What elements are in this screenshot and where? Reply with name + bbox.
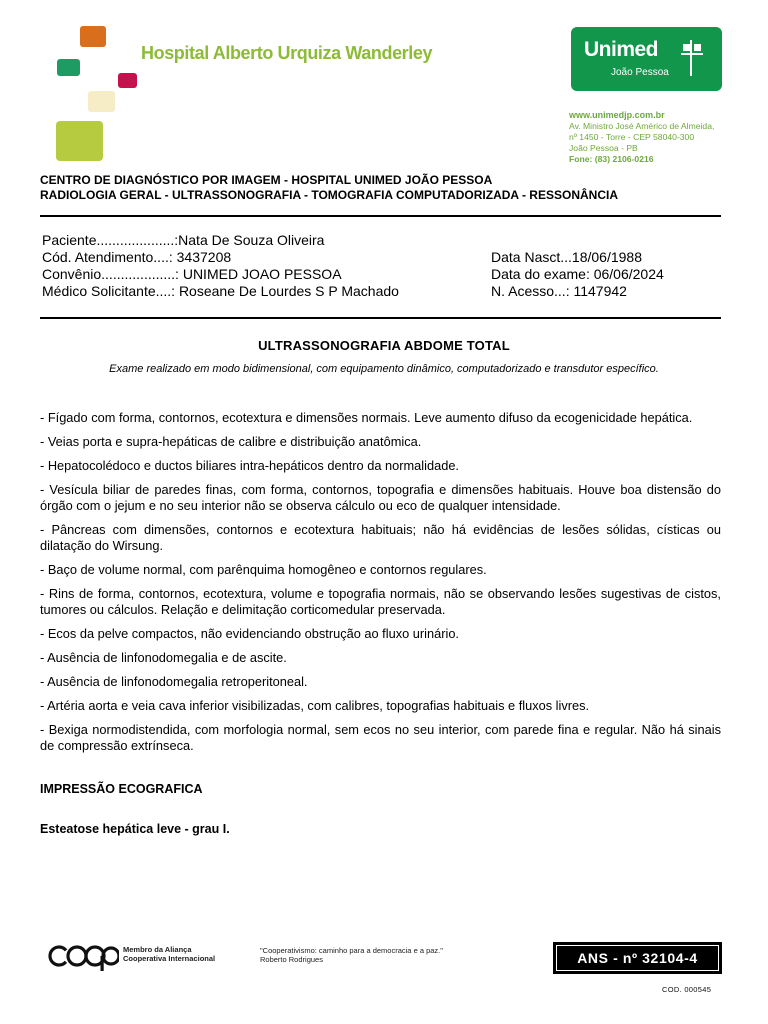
coop-line1: Membro da Aliança (123, 945, 192, 954)
cooperativism-quote (260, 946, 443, 964)
exam-subtitle: Exame realizado em modo bidimensional, com equipamento dinâmico, computadorizado e transdutor específico. (109, 363, 659, 375)
unimed-tree-icon (679, 38, 707, 78)
coop-line2: Cooperativa Internacional (123, 954, 216, 963)
center-title-line1: CENTRO DE DIAGNÓSTICO POR IMAGEM - HOSPITAL UNIMED JOÃO PESSOA (40, 173, 493, 187)
finding-item: - Fígado com forma, contornos, ecotextura e dimensões normais. Leve aumento difuso da ecogenicidade hepática. (40, 410, 693, 425)
document-code: COD. 000545 (662, 985, 712, 994)
finding-item: - Ecos da pelve compactos, não evidenciando obstrução ao fluxo urinário. (40, 626, 459, 641)
logo-square-green (57, 59, 80, 76)
patient-code: Cód. Atendimento....: 3437208 (42, 249, 232, 265)
quote-text: "Cooperativismo: caminho para a democracia e a paz." (260, 946, 443, 955)
patient-doctor: Médico Solicitante....: Roseane De Lourdes S P Machado (42, 283, 399, 299)
finding-item: - Artéria aorta e veia cava inferior visibilizadas, com calibres, topografias habituais e fluxos livres. (40, 698, 590, 713)
impression-title: IMPRESSÃO ECOGRAFICA (40, 782, 203, 796)
unimed-brand: Unimed (584, 38, 659, 61)
finding-item: - Veias porta e supra-hepáticas de calibre e distribuição anatômica. (40, 434, 422, 449)
logo-square-pink (118, 73, 137, 88)
exam-title: ULTRASSONOGRAFIA ABDOME TOTAL (258, 338, 510, 353)
divider-bottom (40, 317, 721, 319)
access-number: N. Acesso...: 1147942 (491, 283, 627, 299)
unimed-address-line1: Av. Ministro José Américo de Almeida, (569, 121, 715, 131)
unimed-logo (571, 27, 722, 91)
finding-item: - Ausência de linfonodomegalia retroperitoneal. (40, 674, 308, 689)
ans-badge (553, 942, 722, 974)
hospital-name: Hospital Alberto Urquiza Wanderley (141, 43, 433, 63)
finding-item: - Pâncreas com dimensões, contornos e ecotextura habituais; não há evidências de lesões sólidas, císticas ou dilatação do Wirsung. (40, 522, 721, 553)
coop-membership (123, 945, 215, 963)
unimed-website: www.unimedjp.com.br (569, 110, 665, 120)
unimed-city: João Pessoa (611, 67, 669, 78)
finding-item: - Baço de volume normal, com parênquima homogêneo e contornos regulares. (40, 562, 487, 577)
patient-insurance: Convênio...................: UNIMED JOAO PESSOA (42, 266, 342, 282)
unimed-contact (569, 110, 714, 165)
center-title (40, 173, 618, 203)
finding-item: - Ausência de linfonodomegalia e de ascite. (40, 650, 287, 665)
ans-number: ANS - nº 32104-4 (557, 946, 718, 970)
unimed-address-line2: nº 1450 - Torre - CEP 58040-300 (569, 132, 695, 142)
logo-square-cream (88, 91, 115, 112)
logo-square-lime (56, 121, 103, 161)
patient-birthdate: Data Nasct...18/06/1988 (491, 249, 642, 265)
logo-square-orange (80, 26, 106, 47)
divider-top (40, 215, 721, 217)
quote-author: Roberto Rodrigues (260, 955, 323, 964)
patient-name: Paciente....................:Nata De Souza Oliveira (42, 232, 325, 248)
center-title-line2: RADIOLOGIA GERAL - ULTRASSONOGRAFIA - TOMOGRAFIA COMPUTADORIZADA - RESSONÂNCIA (40, 188, 618, 202)
coop-logo (47, 941, 119, 974)
findings-list (40, 410, 721, 762)
finding-item: - Rins de forma, contornos, ecotextura, volume e topografia normais, não se observando lesões sugestivas de cistos, tumores ou cálculos. Relação e delimitação corticomedular preservada. (40, 586, 721, 617)
impression-text: Esteatose hepática leve - grau I. (40, 822, 230, 836)
finding-item: - Hepatocolédoco e ductos biliares intra-hepáticos dentro da normalidade. (40, 458, 459, 473)
exam-date: Data do exame: 06/06/2024 (491, 266, 664, 282)
unimed-address-line3: João Pessoa - PB (569, 143, 638, 153)
finding-item: - Vesícula biliar de paredes finas, com forma, contornos, topografia e dimensões habituais. Houve boa distensão do órgão com o jejum e no seu interior não se observa cálculo ou eco de qualquer intensidade. (40, 482, 721, 513)
finding-item: - Bexiga normodistendida, com morfologia normal, sem ecos no seu interior, com parede fina e regular. Não há sinais de compressão extrínseca. (40, 722, 721, 753)
unimed-phone: Fone: (83) 2106-0216 (569, 154, 654, 164)
